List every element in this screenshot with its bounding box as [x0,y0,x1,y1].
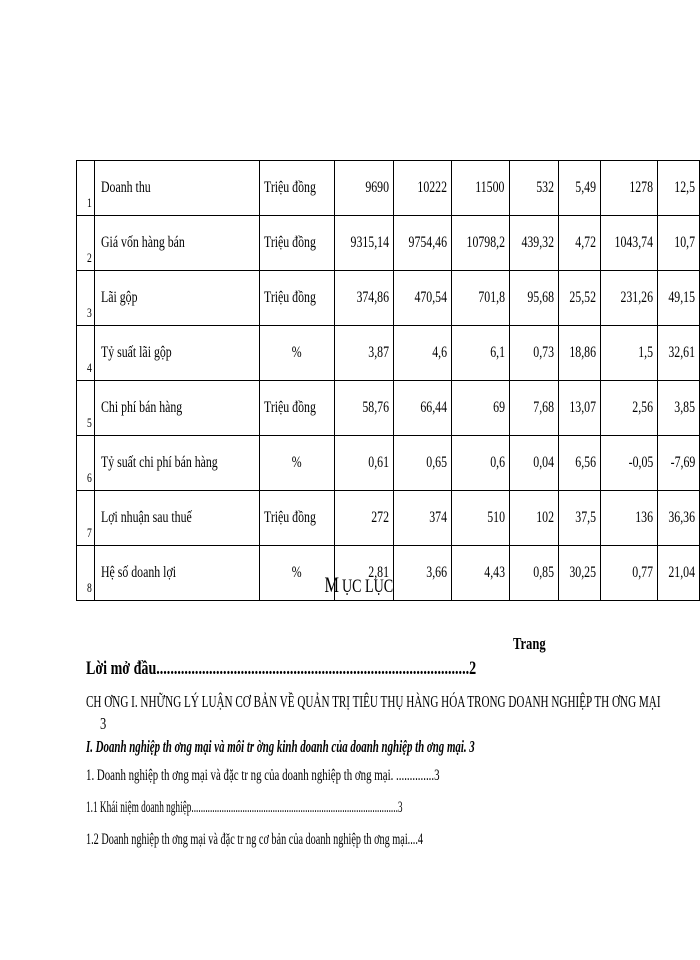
cell-value-2: 374 [394,491,452,546]
cell-value-6: 136 [601,491,658,546]
cell-row-number: 1 [77,161,95,216]
table-row [77,491,700,546]
cell-row-number: 7 [77,491,95,546]
cell-value-7: -7,69 [658,436,700,491]
cell-value-4: 102 [509,491,558,546]
cell-value-7: 32,61 [658,326,700,381]
cell-row-number: 3 [77,271,95,326]
toc-entry-1-1[interactable]: 1.1 Khái niệm doanh nghiệp.........................................................................................3 [86,799,403,816]
cell-value-7: 21,04 [658,546,700,601]
cell-value-2: 66,44 [394,381,452,436]
table-row [77,271,700,326]
cell-row-number: 2 [77,216,95,271]
cell-value-6: 2,56 [601,381,658,436]
cell-unit: Triệu đồng [260,381,335,436]
toc-title-rest: ỤC LỤC [341,576,393,597]
toc-entry-chapter-1-page: 3 [100,714,107,733]
cell-value-6: 1043,74 [601,216,658,271]
cell-value-4: 439,32 [509,216,558,271]
cell-value-7: 49,15 [658,271,700,326]
cell-value-5: 30,25 [558,546,600,601]
table-row [77,381,700,436]
cell-value-6: 0,77 [601,546,658,601]
cell-value-3: 701,8 [452,271,509,326]
cell-indicator-name: Tỷ suất chi phí bán hàng [95,436,260,491]
cell-value-2: 4,6 [394,326,452,381]
cell-value-3: 0,6 [452,436,509,491]
table-row [77,326,700,381]
toc-page-column-label: Trang [513,634,546,653]
toc-entry-1-2[interactable]: 1.2 Doanh nghiệp th ơng mại và đặc tr ng cơ bản của doanh nghiệp th ơng mại....4 [86,831,424,848]
cell-value-5: 37,5 [558,491,600,546]
cell-value-4: 7,68 [509,381,558,436]
cell-value-7: 3,85 [658,381,700,436]
cell-value-7: 12,5 [658,161,700,216]
cell-value-5: 25,52 [558,271,600,326]
cell-value-6: 1,5 [601,326,658,381]
cell-value-2: 10222 [394,161,452,216]
cell-value-6: 1278 [601,161,658,216]
cell-value-2: 0,65 [394,436,452,491]
cell-value-5: 6,56 [558,436,600,491]
cell-unit: Triệu đồng [260,491,335,546]
cell-unit: % [260,326,335,381]
cell-value-1: 374,86 [335,271,394,326]
toc-entry-chapter-1[interactable]: CH ƠNG I. NHỮNG LÝ LUẬN CƠ BẢN VỀ QUẢN TRỊ TIÊU THỤ HÀNG HÓA TRONG DOANH NGHIỆP TH ƠNG MẠI [86,692,661,711]
cell-value-6: -0,05 [601,436,658,491]
cell-value-5: 4,72 [558,216,600,271]
cell-indicator-name: Tỷ suất lãi gộp [95,326,260,381]
cell-value-4: 532 [509,161,558,216]
cell-indicator-name: Doanh thu [95,161,260,216]
cell-indicator-name: Hệ số doanh lợi [95,546,260,601]
cell-indicator-name: Lãi gộp [95,271,260,326]
cell-value-3: 6,1 [452,326,509,381]
table-row [77,161,700,216]
cell-value-2: 470,54 [394,271,452,326]
cell-unit: Triệu đồng [260,161,335,216]
cell-value-5: 13,07 [558,381,600,436]
cell-unit: % [260,546,335,601]
cell-value-4: 0,73 [509,326,558,381]
cell-value-5: 5,49 [558,161,600,216]
cell-value-1: 2,81 [335,546,394,601]
cell-value-1: 3,87 [335,326,394,381]
cell-value-7: 36,36 [658,491,700,546]
cell-value-4: 95,68 [509,271,558,326]
cell-unit: Triệu đồng [260,271,335,326]
table-row [77,216,700,271]
cell-value-2: 9754,46 [394,216,452,271]
toc-title-first-letter: M [324,572,340,597]
cell-value-1: 58,76 [335,381,394,436]
cell-indicator-name: Giá vốn hàng bán [95,216,260,271]
cell-row-number: 8 [77,546,95,601]
table-row [77,436,700,491]
cell-indicator-name: Lợi nhuận sau thuế [95,491,260,546]
cell-value-1: 9315,14 [335,216,394,271]
toc-entry-preface[interactable]: Lời mở đầu.........................................................................................2 [86,658,477,679]
cell-unit: Triệu đồng [260,216,335,271]
cell-row-number: 6 [77,436,95,491]
cell-value-3: 11500 [452,161,509,216]
cell-value-1: 0,61 [335,436,394,491]
cell-value-4: 0,85 [509,546,558,601]
cell-row-number: 4 [77,326,95,381]
cell-value-3: 510 [452,491,509,546]
cell-value-3: 4,43 [452,546,509,601]
cell-unit: % [260,436,335,491]
cell-value-6: 231,26 [601,271,658,326]
cell-row-number: 5 [77,381,95,436]
toc-title [322,572,411,598]
cell-value-3: 69 [452,381,509,436]
cell-value-3: 10798,2 [452,216,509,271]
cell-value-7: 10,7 [658,216,700,271]
cell-value-1: 272 [335,491,394,546]
cell-value-1: 9690 [335,161,394,216]
toc-entry-1[interactable]: 1. Doanh nghiệp th ơng mại và đặc tr ng của doanh nghiệp th ơng mại. ..............3 [86,767,440,784]
cell-value-5: 18,86 [558,326,600,381]
toc-entry-section-1[interactable]: I. Doanh nghiệp th ơng mại và môi tr ờng kinh doanh của doanh nghiệp th ơng mại. 3 [86,737,475,756]
cell-value-2: 3,66 [394,546,452,601]
cell-indicator-name: Chi phí bán hàng [95,381,260,436]
cell-value-4: 0,04 [509,436,558,491]
financial-table [76,160,700,601]
